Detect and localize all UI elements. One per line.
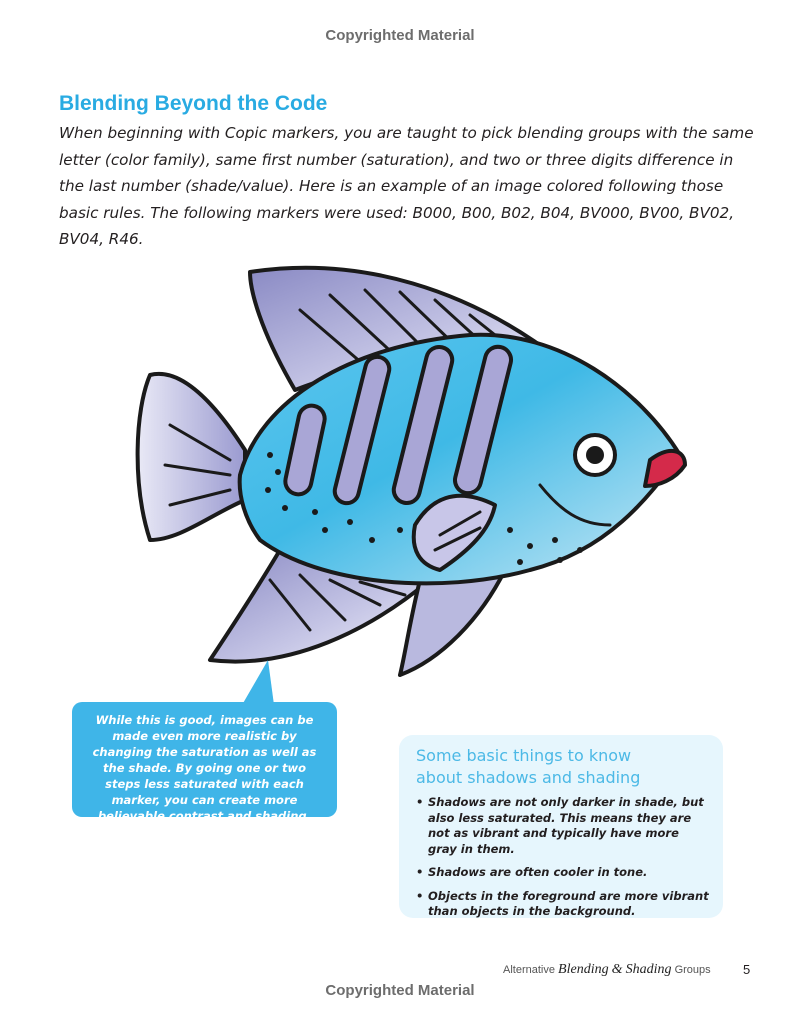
tips-list-item [416, 889, 711, 920]
tips-title-line2: about shadows and shading [416, 768, 641, 787]
footer-suffix: Groups [674, 964, 711, 976]
footer-ampersand: & [611, 962, 623, 977]
footer-prefix: Alternative [503, 964, 555, 976]
tips-box [399, 735, 723, 918]
bullet-icon: • [416, 888, 424, 903]
footer-script-shading: Shading [625, 962, 672, 977]
running-footer [503, 962, 711, 978]
copyright-watermark-bottom: Copyrighted Material [325, 982, 475, 999]
eye [575, 435, 615, 475]
bullet-icon: • [416, 865, 424, 879]
tips-item-text: Shadows are not only darker in shade, but also less saturated. This means they are not as vibrant and typically have more gray in them. [428, 795, 704, 856]
tips-list-item [416, 865, 711, 881]
tips-title [416, 745, 711, 789]
callout-bubble [72, 702, 337, 823]
tips-list [416, 795, 711, 920]
fish-illustration [110, 250, 720, 690]
callout-text: While this is good, images can be made even more realistic by changing the saturation as well as the shade. By going one or two steps less saturated with each marker, you can create more believable contrast and shading. [92, 713, 317, 823]
tips-item-text: Objects in the foreground are more vibrant than objects in the background. [428, 888, 709, 918]
tail-fin [138, 374, 245, 540]
bullet-icon: • [416, 795, 424, 809]
intro-paragraph: When beginning with Copic markers, you are taught to pick blending groups with the same letter (color family), same first number (saturation), and two or three digits difference in the last number (shade/value). Here is an example of an image colored following those basic rules. The following markers were used: B000, B00, B02, B04, BV000, BV00, BV02, BV04, R46. [59, 124, 754, 249]
tips-list-item [416, 795, 711, 857]
section-heading: Blending Beyond the Code [59, 92, 328, 115]
footer-script-blending: Blending [558, 962, 609, 977]
copyright-watermark-top: Copyrighted Material [325, 27, 475, 44]
tips-item-text: Shadows are often cooler in tone. [428, 865, 648, 879]
tips-title-line1: Some basic things to know [416, 746, 632, 765]
page-number: 5 [743, 962, 751, 977]
